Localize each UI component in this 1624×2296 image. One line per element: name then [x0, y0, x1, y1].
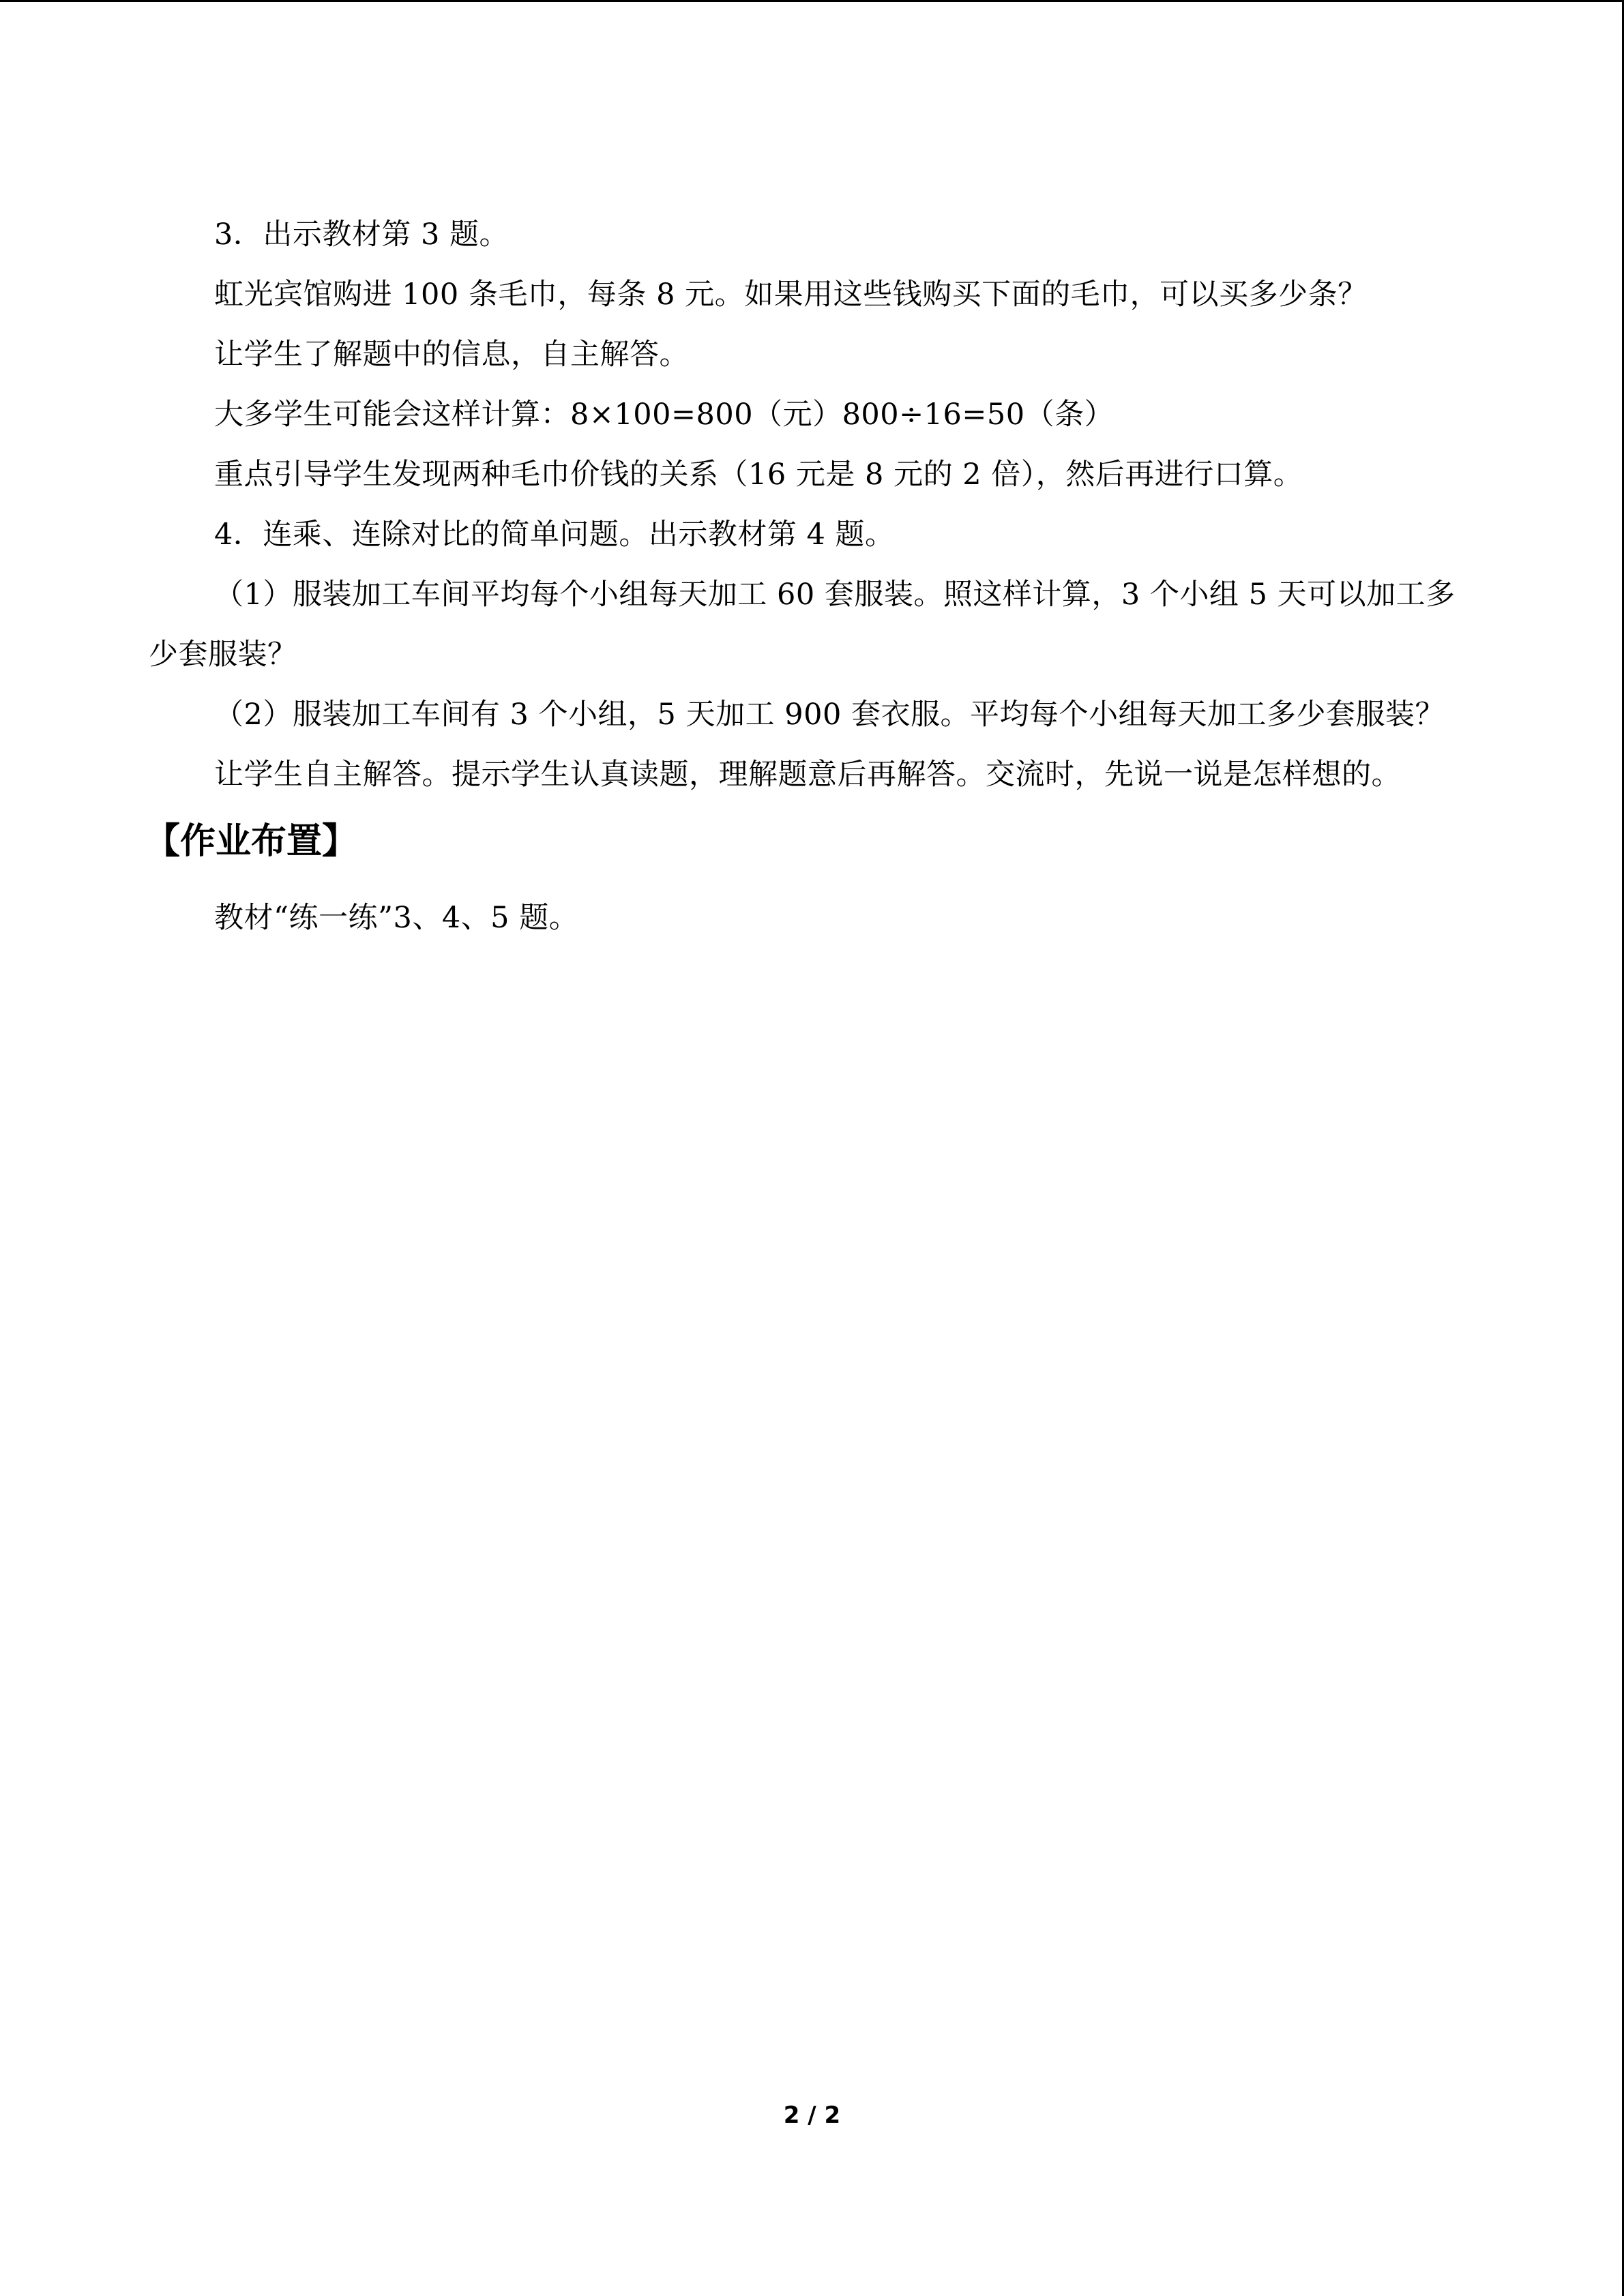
paragraph-towel-problem: 虹光宾馆购进 100 条毛巾，每条 8 元。如果用这些钱购买下面的毛巾，可以买多少条？ — [214, 278, 1368, 312]
homework-heading: 【作业布置】 — [145, 821, 358, 862]
paragraph-item-4-heading: 4．连乘、连除对比的简单问题。出示教材第 4 题。 — [214, 518, 895, 552]
paragraph-calculation: 大多学生可能会这样计算：8×100=800（元）800÷16=50（条） — [214, 398, 1114, 432]
page-top-border — [0, 0, 1624, 2]
paragraph-discussion: 让学生自主解答。提示学生认真读题，理解题意后再解答。交流时，先说一说是怎样想的。 — [214, 758, 1401, 792]
homework-text: 教材“练一练”3、4、5 题。 — [214, 901, 579, 935]
paragraph-item-3-heading: 3．出示教材第 3 题。 — [214, 218, 510, 252]
paragraph-question-1: （1）服装加工车间平均每个小组每天加工 60 套服装。照这样计算，3 个小组 5 天可以加工多少套服装？ — [149, 578, 1456, 672]
page-number: 2 / 2 — [783, 2102, 841, 2129]
paragraph-guidance: 重点引导学生发现两种毛巾价钱的关系（16 元是 8 元的 2 倍），然后再进行口算。 — [214, 458, 1303, 492]
paragraph-student-solve: 让学生了解题中的信息，自主解答。 — [214, 338, 689, 372]
paragraph-question-2: （2）服装加工车间有 3 个小组，5 天加工 900 套衣服。平均每个小组每天加工多少套服装？ — [214, 698, 1445, 732]
document-body — [145, 205, 1464, 948]
